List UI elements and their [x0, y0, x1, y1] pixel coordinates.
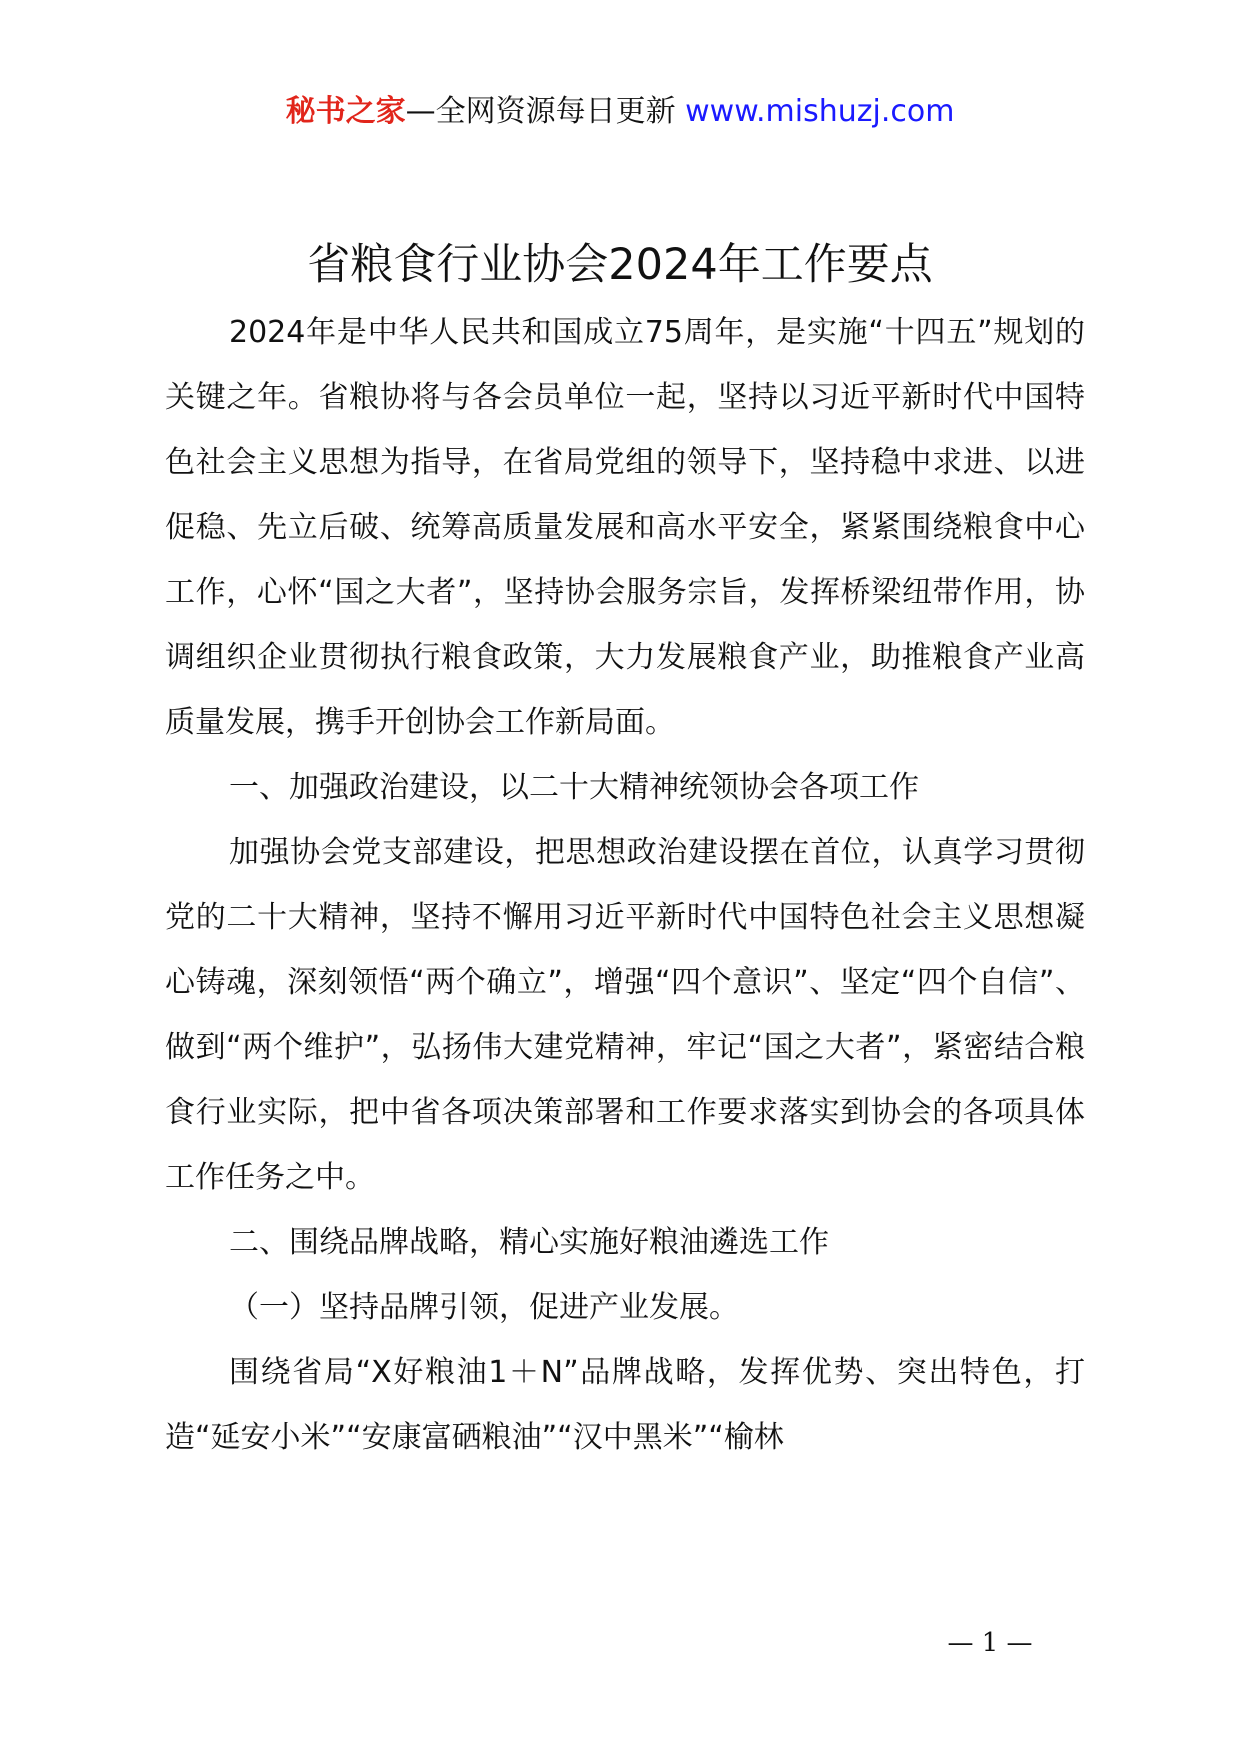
section-heading-2: 二、围绕品牌战略，精心实施好粮油遴选工作 [229, 1225, 829, 1260]
site-header [0, 92, 1240, 132]
document-body [165, 300, 1085, 1470]
section-1-paragraph: 加强协会党支部建设，把思想政治建设摆在首位，认真学习贯彻党的二十大精神，坚持不懈用习近平新时代中国特色社会主义思想凝心铸魂，深刻领悟“两个确立”，增强“四个意识”、坚定“四个自信”、做到“两个维护”，弘扬伟大建党精神，牢记“国之大者”，紧密结合粮食行业实际，把中省各项决策部署和工作要求落实到协会的各项具体工作任务之中。 [165, 835, 1085, 1195]
subsection-1-paragraph: 围绕省局“X好粮油1＋N”品牌战略，发挥优势、突出特色，打造“延安小米”“安康富硒粮油”“汉中黑米”“榆林 [165, 1355, 1085, 1455]
intro-paragraph: 2024年是中华人民共和国成立75周年，是实施“十四五”规划的关键之年。省粮协将与各会员单位一起，坚持以习近平新时代中国特色社会主义思想为指导，在省局党组的领导下，坚持稳中求进、以进促稳、先立后破、统筹高质量发展和高水平安全，紧紧围绕粮食中心工作，心怀“国之大者”，坚持协会服务宗旨，发挥桥梁纽带作用，协调组织企业贯彻执行粮食政策，大力发展粮食产业，助推粮食产业高质量发展，携手开创协会工作新局面。 [165, 315, 1085, 740]
header-tagline: —全网资源每日更新 [405, 94, 686, 129]
page-number: — 1 — [947, 1628, 1033, 1658]
brand-name: 秘书之家 [285, 94, 406, 129]
document-title: 省粮食行业协会2024年工作要点 [307, 240, 933, 290]
subsection-heading-1: （一）坚持品牌引领，促进产业发展。 [229, 1290, 739, 1325]
section-heading-1: 一、加强政治建设，以二十大精神统领协会各项工作 [229, 770, 919, 805]
site-url-link[interactable]: www.mishuzj.com [685, 94, 955, 129]
